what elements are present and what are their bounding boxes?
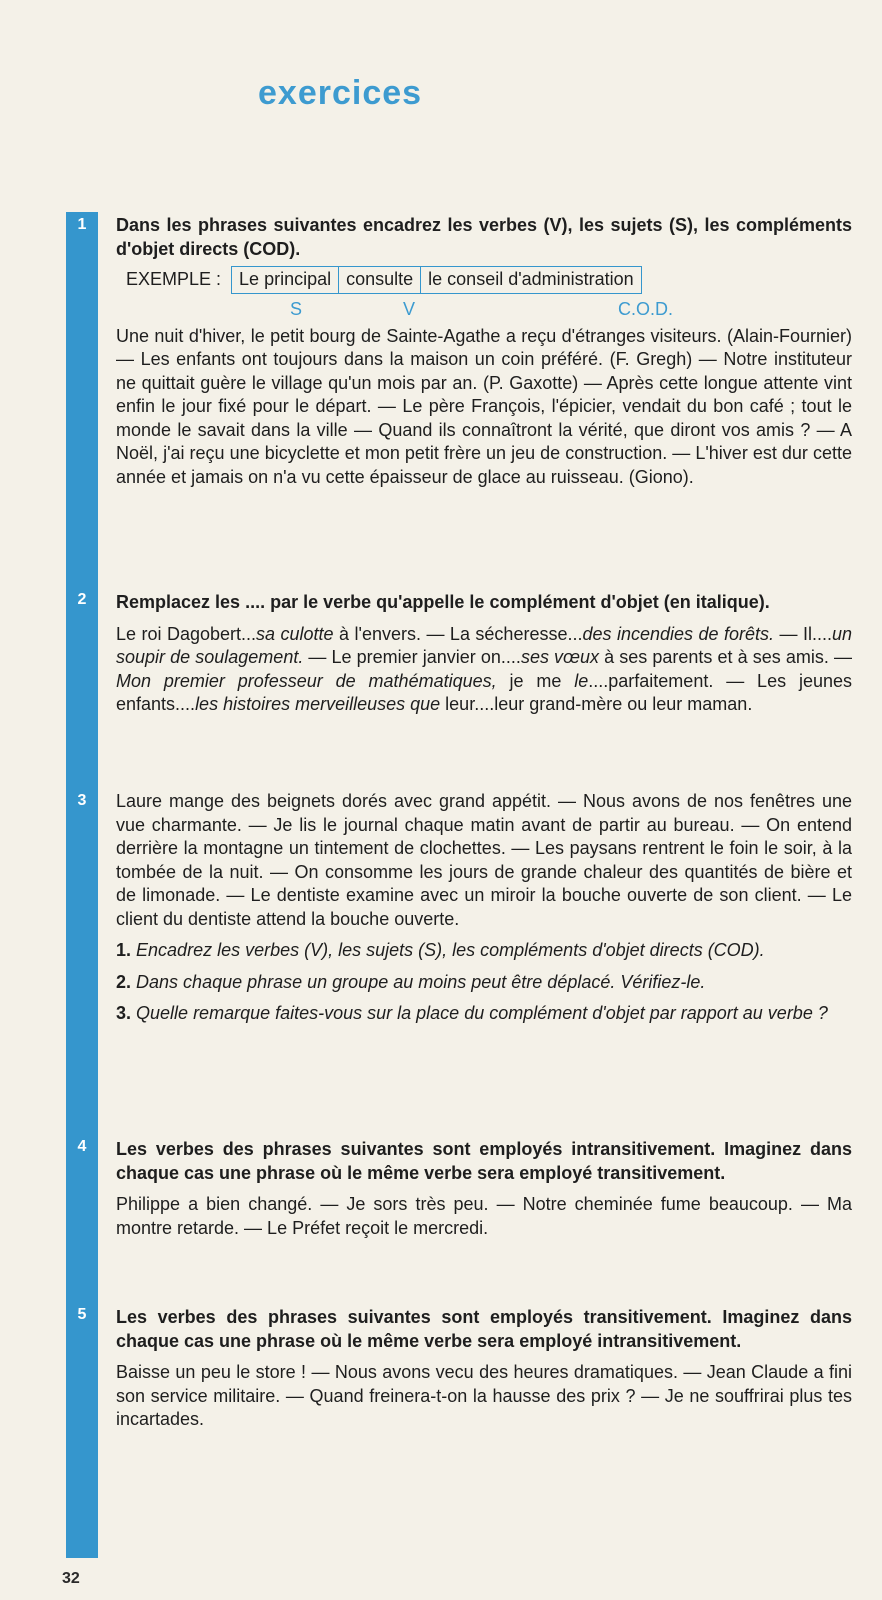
margin-bar [66, 212, 98, 1558]
page-title: exercices [258, 74, 423, 112]
text-segment: ....parfaitement. — Les jeunes enfants.... [116, 670, 852, 714]
example-label: EXEMPLE : [126, 269, 222, 289]
text-segment: à ses parents et à ses amis. — [599, 647, 852, 667]
exercise-3-text: Laure mange des beignets dorés avec grand appétit. — Nous avons de nos fenêtres une vue charmante. — Je lis le journal chaque matin avant de partir au bureau. — On entend derrière la montagne un tintement de clochettes. — Les paysans rentrent le foin le soir, à la tombée de la nuit. — On consomme les jours de grande chaleur des quantités de bière et de limonade. — Le dentiste examine avec un miroir la bouche ouverte de son client. — Le client du dentiste attend la bouche ouverte. [116, 791, 852, 929]
example-tags [116, 294, 852, 322]
exercise-3 [116, 790, 852, 1026]
exercise-1-number: 1 [77, 216, 87, 233]
exercise-3-question-3 [116, 1002, 852, 1026]
question-2-text: Dans chaque phrase un groupe au moins peut être déplacé. Vérifiez-le. [136, 971, 706, 992]
exercise-1 [116, 214, 852, 489]
exercise-3-number: 3 [77, 792, 87, 809]
italic-complement: un soupir de soulagement. [116, 623, 853, 667]
text-segment: je me [496, 670, 575, 691]
text-segment: Le roi Dagobert... [116, 623, 257, 644]
italic-complement: les histoires merveilleuses que [195, 694, 441, 714]
exercise-1-instruction: Dans les phrases suivantes encadrez les verbes (V), les sujets (S), les compléments d'objet directs (COD). [116, 215, 852, 259]
exercise-5-text: Baisse un peu le store ! — Nous avons vecu des heures dramatiques. — Jean Claude a fini son service militaire. — Quand freinera-t-on la hausse des prix ? — Je ne souffrirai plus tes incartades. [116, 1362, 852, 1429]
example-tag-v: V [403, 298, 416, 319]
italic-complement: des incendies de forêts. [582, 623, 775, 644]
example-subject: Le principal [232, 267, 339, 293]
question-1-text: Encadrez les verbes (V), les sujets (S), les compléments d'objet directs (COD). [136, 940, 765, 960]
exercise-2 [116, 591, 852, 717]
exercise-4-number: 4 [77, 1138, 87, 1155]
text-segment: à l'envers. — La sécheresse... [333, 623, 583, 644]
italic-complement: sa culotte [256, 623, 334, 644]
example-tag-cod: C.O.D. [618, 298, 674, 319]
example-box [231, 266, 642, 294]
example-object: le conseil d'administration [428, 269, 634, 289]
exercise-5-number: 5 [77, 1306, 87, 1323]
question-3-text: Quelle remarque faites-vous sur la place du complément d'objet par rapport au verbe ? [136, 1003, 828, 1023]
italic-complement: le [574, 670, 589, 691]
question-3-number: 3. [116, 1003, 132, 1023]
exercise-3-question-2 [116, 971, 852, 995]
question-1-number: 1. [116, 940, 132, 960]
exercise-5 [116, 1306, 852, 1432]
exercise-2-instruction: Remplacez les .... par le verbe qu'appelle le complément d'objet (en italique). [116, 592, 770, 612]
text-segment: — Il.... [774, 623, 832, 644]
exercise-1-text: Une nuit d'hiver, le petit bourg de Sainte-Agathe a reçu d'étranges visiteurs. (Alain-Fournier) — Les enfants ont toujours dans la maison un coin préféré. (F. Gregh) — Notre instituteur ne quittait guère le village qu'un mois par an. (P. Gaxotte) — Après cette longue attente vint enfin le jour fixé pour le départ. — Le père François, l'épicier, vendait du bon café ; tout le monde le savait dans la ville — Quand ils connaîtront la vérité, que diront vos amis ? — A Noël, j'ai reçu une bicyclette et mon petit frère un jeu de construction. — L'hiver est dur cette année et jamais on n'a vu cette épaisseur de glace au ruisseau. (Giono). [116, 325, 852, 487]
italic-complement: ses vœux [520, 647, 600, 667]
text-segment: — Le premier janvier on.... [303, 647, 521, 667]
example-row [116, 266, 852, 294]
exercise-3-question-1 [116, 939, 852, 963]
exercise-4-text: Philippe a bien changé. — Je sors très peu. — Notre cheminée fume beaucoup. — Ma montre retarde. — Le Préfet reçoit le mercredi. [116, 1194, 852, 1238]
text-segment: leur....leur grand-mère ou leur maman. [440, 694, 753, 714]
example-tag-s: S [290, 298, 303, 319]
italic-complement: Mon premier professeur de mathématiques, [116, 670, 497, 691]
exercise-2-text [116, 623, 852, 717]
exercise-2-number: 2 [77, 591, 87, 608]
exercise-4-instruction: Les verbes des phrases suivantes sont employés intransitivement. Imaginez dans chaque cas une phrase où le même verbe sera employé transitivement. [116, 1139, 852, 1183]
exercise-5-instruction: Les verbes des phrases suivantes sont employés transitivement. Imaginez dans chaque cas une phrase où le même verbe sera employé intransitivement. [116, 1307, 852, 1351]
exercise-4 [116, 1138, 852, 1240]
question-2-number: 2. [116, 971, 132, 992]
page-number: 32 [62, 1570, 80, 1587]
example-verb: consulte [339, 267, 421, 293]
